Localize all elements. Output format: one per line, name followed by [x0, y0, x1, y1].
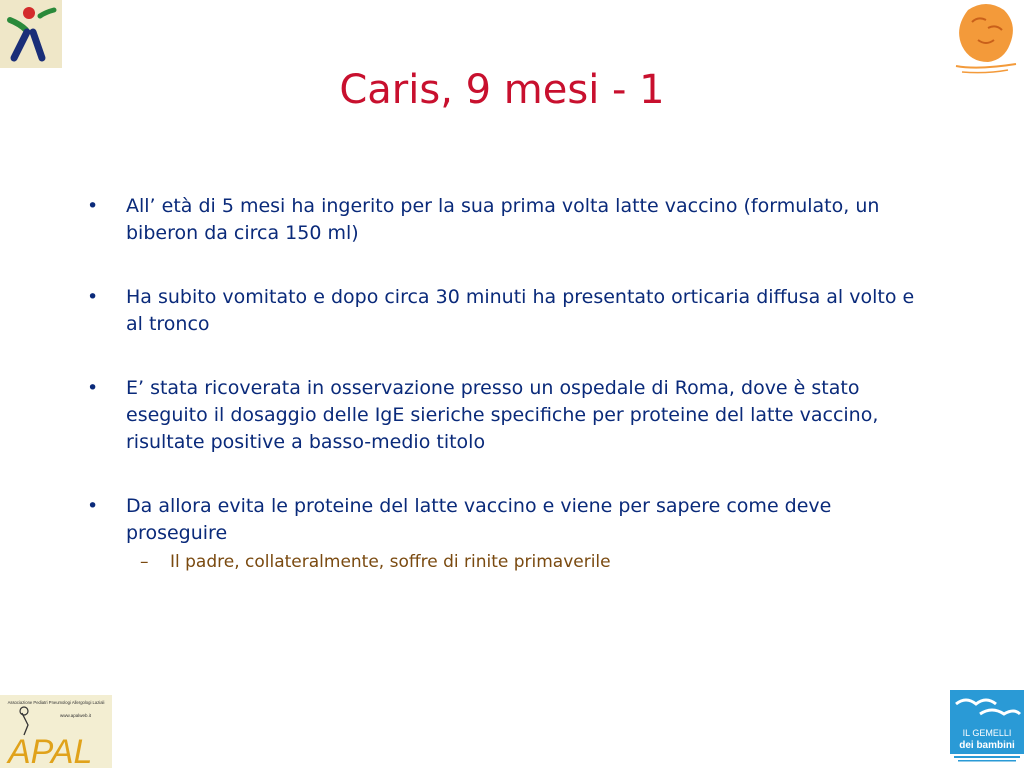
- figure-logo-icon: [0, 0, 62, 68]
- bullet-text: All’ età di 5 mesi ha ingerito per la sua prima volta latte vaccino (formulato, un biberon da circa 150 ml): [126, 195, 880, 244]
- bullet-item: [85, 493, 935, 574]
- bullet-symbol: •: [87, 195, 99, 217]
- bullet-symbol: •: [87, 377, 99, 399]
- apal-header-text: Associazione Pediatri Pneumologi Allergologi Laziali: [7, 700, 105, 705]
- bullet-symbol: •: [87, 286, 99, 308]
- bullet-item: [85, 193, 935, 247]
- gemelli-logo-icon: [950, 690, 1024, 766]
- bullet-list: [85, 193, 935, 611]
- sub-bullet-symbol: –: [140, 552, 149, 572]
- sub-bullet-item: [126, 550, 935, 574]
- apal-wordmark: APAL: [8, 733, 93, 768]
- bullet-text: Ha subito vomitato e dopo circa 30 minuti ha presentato orticaria diffusa al volto e al tronco: [126, 286, 915, 335]
- slide-title: Caris, 9 mesi - 1: [339, 67, 665, 113]
- bullet-text: Da allora evita le proteine del latte vaccino e viene per sapere come deve proseguire: [126, 495, 832, 544]
- gemelli-line2: dei bambini: [959, 740, 1015, 751]
- bullet-text: E’ stata ricoverata in osservazione presso un ospedale di Roma, dove è stato eseguito il dosaggio delle IgE sieriche specifiche per proteine del latte vaccino, risultate positive a basso-medio titolo: [126, 377, 879, 453]
- apal-url-text: www.apalweb.it: [60, 713, 92, 718]
- bullet-item: [85, 284, 935, 338]
- gemelli-line1: IL GEMELLI: [962, 728, 1012, 738]
- bullet-symbol: •: [87, 495, 99, 517]
- apal-logo-icon: [0, 695, 112, 768]
- bullet-item: [85, 375, 935, 456]
- sub-bullet-text: Il padre, collateralmente, soffre di rinite primaverile: [170, 552, 611, 572]
